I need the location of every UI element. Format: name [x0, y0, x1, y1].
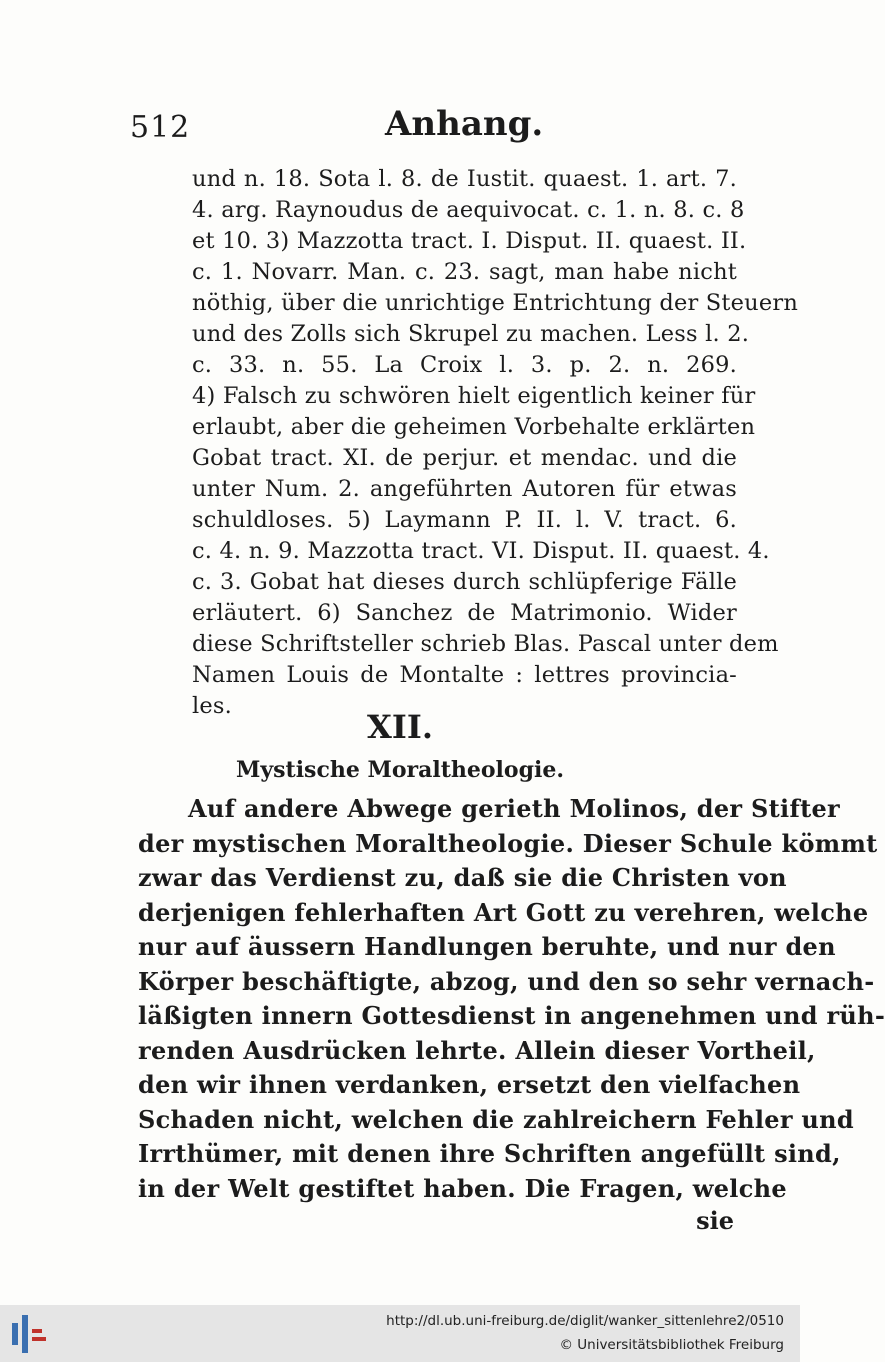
catchword: sie [696, 1206, 734, 1235]
body-line: in der Welt gestiftet haben. Die Fragen, welche [138, 1173, 787, 1203]
running-head: Anhang. [385, 104, 544, 144]
footnote-line: und n. 18. Sota l. 8. de Iustit. quaest. 1. art. 7. [192, 166, 737, 192]
body-line: Schaden nicht, welchen die zahlreichern Fehler und [138, 1104, 855, 1134]
body-line: den wir ihnen verdanken, ersetzt den vielfachen [138, 1070, 801, 1099]
body-line: läßigten innern Gottesdienst in angenehmen und rüh- [138, 1001, 885, 1030]
footnote-line: et 10. 3) Mazzotta tract. I. Disput. II. quaest. II. [192, 228, 747, 254]
footnote-line: c. 4. n. 9. Mazzotta tract. VI. Disput. II. quaest. 4. [192, 538, 770, 564]
footnote-line: unter Num. 2. angeführten Autoren für etwas [192, 476, 737, 502]
footnote-line: diese Schriftsteller schrieb Blas. Pascal unter dem [192, 631, 779, 657]
footnote-line: 4) Falsch zu schwören hielt eigentlich keiner für [192, 383, 756, 409]
footnote-line: c. 3. Gobat hat dieses durch schlüpferige Fälle [192, 569, 737, 595]
permalink-url[interactable]: http://dl.ub.uni-freiburg.de/diglit/wanker_sittenlehre2/0510 [386, 1313, 784, 1329]
body-line: der mystischen Moraltheologie. Dieser Schule kömmt [138, 828, 878, 858]
footnotes-block [192, 164, 799, 722]
footnote-line: und des Zolls sich Skrupel zu machen. Less l. 2. [192, 321, 750, 347]
body-line: nur auf äussern Handlungen beruhte, und nur den [138, 932, 836, 961]
footnote-line: Gobat tract. XI. de perjur. et mendac. und die [192, 445, 737, 471]
body-paragraph [138, 792, 885, 1206]
footnote-line: erlaubt, aber die geheimen Vorbehalte erklärten [192, 414, 756, 440]
footnote-line: schuldloses. 5) Laymann P. II. l. V. tract. 6. [192, 507, 737, 533]
footnote-line: c. 33. n. 55. La Croix l. 3. p. 2. n. 269. [192, 352, 737, 378]
section-number: XII. [367, 708, 433, 746]
footnote-line: 4. arg. Raynoudus de aequivocat. c. 1. n. 8. c. 8 [192, 197, 745, 223]
page-header [130, 100, 770, 150]
copyright-notice: © Universitätsbibliothek Freiburg [559, 1337, 784, 1353]
footnote-line: les. [192, 693, 233, 719]
footnote-line: nöthig, über die unrichtige Entrichtung der Steuern [192, 290, 799, 316]
viewer-footer [0, 1305, 800, 1362]
footnote-line: Namen Louis de Montalte : lettres provincia- [192, 662, 737, 688]
body-line: Körper beschäftigte, abzog, und den so sehr vernach- [138, 966, 875, 996]
footnote-line: c. 1. Novarr. Man. c. 23. sagt, man habe nicht [192, 259, 737, 285]
footnote-line: erläutert. 6) Sanchez de Matrimonio. Wider [192, 600, 737, 626]
body-line: Auf andere Abwege gerieth Molinos, der Stifter [188, 794, 840, 823]
library-logo-icon [8, 1313, 50, 1355]
body-line: derjenigen fehlerhaften Art Gott zu verehren, welche [138, 897, 869, 927]
body-line: renden Ausdrücken lehrte. Allein dieser Vortheil, [138, 1035, 816, 1065]
page-number: 512 [130, 110, 191, 145]
body-line: Irrthümer, mit denen ihre Schriften angefüllt sind, [138, 1139, 841, 1168]
body-line: zwar das Verdienst zu, daß sie die Christen von [138, 863, 787, 892]
section-title: Mystische Moraltheologie. [236, 757, 564, 783]
